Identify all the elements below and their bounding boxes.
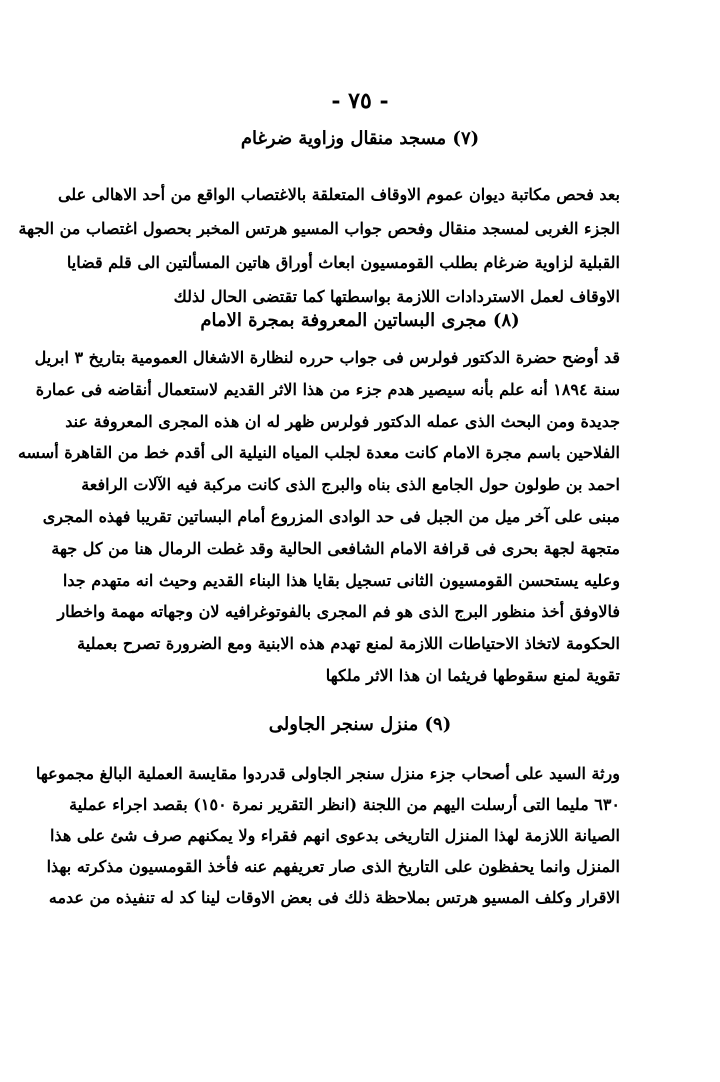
paragraph-line: الاقرار وكلف المسيو هرتس بملاحظة ذلك فى بعض الاوقات لينا كد له تنفيذه من عدمه — [48, 888, 620, 907]
page-number: - ٧٥ - — [331, 88, 389, 114]
paragraph-line: الجزء الغربى لمسجد منقال وفحص جواب المسيو هرتس المخبر بحصول اغتصاب من الجهة — [18, 219, 620, 238]
paragraph-line: قد أوضح حضرة الدكتور فولرس فى جواب حرره لنظارة الاشغال العمومية بتاريخ ٣ ابريل — [34, 348, 620, 367]
paragraph-line: جديدة ومن البحث الذى عمله الدكتور فولرس ظهر له ان هذه المجرى المعروفة عند — [65, 411, 620, 431]
paragraph-line: فالاوفق أخذ منظور البرج الذى هو فم المجرى بالفوتوغرافيه لان وجهاته مهمة واخطار — [57, 602, 620, 622]
section-7-paragraph — [18, 178, 620, 314]
paragraph-line: الفلاحين باسم مجرة الامام كانت معدة لجلب المياه النيلية الى أقدم خط من القاهرة أسسه — [17, 443, 620, 463]
section-7-heading: (٧) مسجد منقال وزاوية ضرغام — [240, 128, 480, 149]
section-9-heading: (٩) منزل سنجر الجاولى — [268, 714, 452, 735]
paragraph-line: مبنى على آخر ميل من الجبل فى حد الوادى المزروع أمام البساتين تقريبا فهذه المجرى — [42, 506, 620, 526]
paragraph-line: الاوقاف لعمل الاستردادات اللازمة بواسطتها كما تقتضى الحال لذلك — [173, 287, 620, 306]
section-8-heading: (٨) مجرى البساتين المعروفة بمجرة الامام — [200, 310, 520, 331]
paragraph-line: احمد بن طولون حول الجامع الذى بناه والبرج الذى كانت مركبة فيه الآلات الرافعة — [81, 475, 620, 495]
paragraph-line: الحكومة لاتخاذ الاحتياطات اللازمة لمنع تهدم هذه الابنية ومع الضرورة تصرح بعملية — [77, 634, 620, 654]
section-9-paragraph — [35, 758, 620, 913]
paragraph-line: تقوية لمنع سقوطها فريثما ان هذا الاثر ملكها — [325, 665, 620, 685]
paragraph-line: القبلية لزاوية ضرغام بطلب القومسيون ابعاث أوراق هاتين المسألتين الى قلم قضايا — [66, 253, 620, 272]
paragraph-line: سنة ١٨٩٤ أنه علم بأنه سيصير هدم جزء من هذا الاثر القديم لاستعمال أنقاضه فى عمارة — [35, 379, 620, 399]
paragraph-line: بعد فحص مكاتبة ديوان عموم الاوقاف المتعلقة بالاغتصاب الواقع من أحد الاهالى على — [57, 185, 620, 204]
paragraph-line: متجهة لجهة بحرى فى قرافة الامام الشافعى الحالية وقد غطت الرمال هنا من كل جهة — [51, 538, 620, 558]
paragraph-line: ٦٣٠ مليما التى أرسلت اليهم من اللجنة (انظر التقرير نمرة ١٥٠) بقصد اجراء عملية — [69, 795, 620, 814]
paragraph-line: وعليه يستحسن القومسيون الثانى تسجيل بقايا هذا البناء القديم وحيث انه متهدم جدا — [62, 570, 620, 590]
paragraph-line: المنزل وانما يحفظون على التاريخ الذى صار تعريفهم عنه فأخذ القومسيون مذكرته بهذا — [46, 857, 620, 876]
paragraph-line: ورثة السيد على أصحاب جزء منزل سنجر الجاولى قدردوا مقايسة العملية البالغ مجموعها — [35, 764, 620, 783]
paragraph-line: الصيانة اللازمة لهذا المنزل التاريخى بدعوى انهم فقراء ولا يمكنهم صرف شئ على هذا — [50, 826, 620, 845]
section-8-paragraph — [17, 342, 620, 692]
